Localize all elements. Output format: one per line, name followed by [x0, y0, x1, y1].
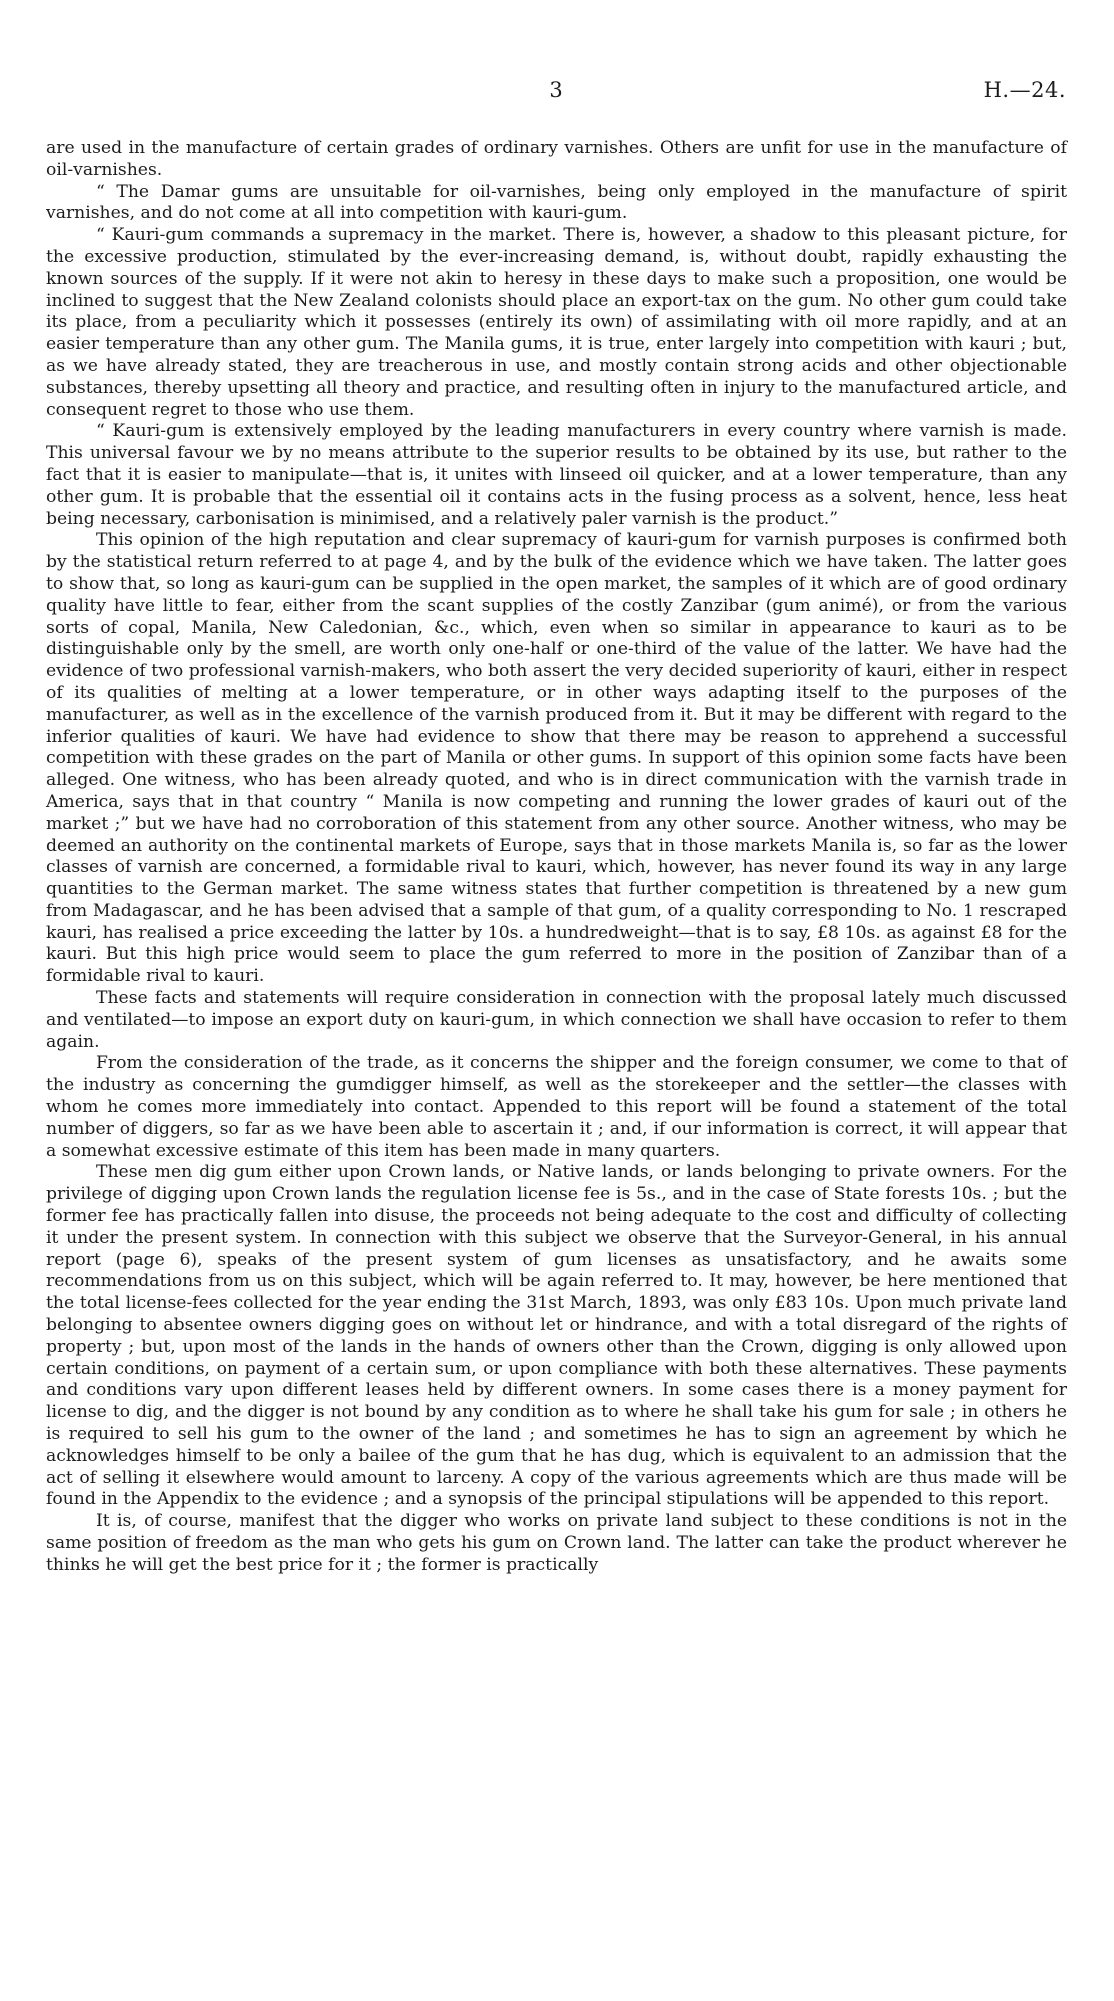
paragraph: “ The Damar gums are unsuitable for oil-varnishes, being only employed in the manufacture of spirit varnishes, and do not come at all into competition with kauri-gum. — [46, 181, 1067, 224]
page-header — [46, 78, 1066, 108]
paragraph: It is, of course, manifest that the digger who works on private land subject to these conditions is not in the same position of freedom as the man who gets his gum on Crown land. The latter can take the product wherever he thinks he will get the best price for it ; the former is practically — [46, 1511, 1067, 1575]
paragraph: These men dig gum either upon Crown lands, or Native lands, or lands belonging to private owners. For the privilege of digging upon Crown lands the regulation license fee is 5s., and in the case of State forests 10s. ; but the former fee has practically fallen into disuse, the proceeds not being adequate to the cost and difficulty of collecting it under the present system. In connection with this subject we observe that the Surveyor-General, in his annual report (page 6), speaks of the present system of gum licenses as unsatisfactory, and he awaits some recommendations from us on this subject, which will be again referred to. It may, however, be here mentioned that the total license-fees collected for the year ending the 31st March, 1893, was only £83 10s. Upon much private land belonging to absentee owners digging goes on without let or hindrance, and with a total disregard of the rights of property ; but, upon most of the lands in the hands of owners other than the Crown, digging is only allowed upon certain conditions, on payment of a certain sum, or upon compliance with both these alternatives. These payments and conditions vary upon different leases held by different owners. In some cases there is a money payment for license to dig, and the digger is not bound by any condition as to where he shall take his gum for sale ; in others he is required to sell his gum to the owner of the land ; and sometimes he has to sign an agreement by which he acknowledges himself to be only a bailee of the gum that he has dug, which is equivalent to an admission that the act of selling it elsewhere would amount to larceny. A copy of the various agreements which are thus made will be found in the Appendix to the evidence ; and a synopsis of the principal stipulations will be appended to this report. — [46, 1162, 1067, 1510]
paragraph: This opinion of the high reputation and clear supremacy of kauri-gum for varnish purposes is confirmed both by the statistical return referred to at page 4, and by the bulk of the evidence which we have taken. The latter goes to show that, so long as kauri-gum can be supplied in the open market, the samples of it which are of good ordinary quality have little to fear, either from the scant supplies of the costly Zanzibar (gum animé), or from the various sorts of copal, Manila, New Caledonian, &c., which, even when so similar in appearance to kauri as to be distinguishable only by the smell, are worth only one-half or one-third of the value of the latter. We have had the evidence of two professional varnish-makers, who both assert the very decided superiority of kauri, either in respect of its qualities of melting at a lower temperature, or in other ways adapting itself to the purposes of the manufacturer, as well as in the excellence of the varnish produced from it. But it may be different with regard to the inferior qualities of kauri. We have had evidence to show that there may be reason to apprehend a successful competition with these grades on the part of Manila or other gums. In support of this opinion some facts have been alleged. One witness, who has been already quoted, and who is in direct communication with the varnish trade in America, says that in that country “ Manila is now competing and running the lower grades of kauri out of the market ;” but we have had no corroboration of this statement from any other source. Another witness, who may be deemed an authority on the continental markets of Europe, says that in those markets Manila is, so far as the lower classes of varnish are concerned, a formidable rival to kauri, which, however, has never found its way in any large quantities to the German market. The same witness states that further competition is threatened by a new gum from Madagascar, and he has been advised that a sample of that gum, of a quality corresponding to No. 1 rescraped kauri, has realised a price exceeding the latter by 10s. a hundredweight—that is to say, £8 10s. as against £8 for the kauri. But this high price would seem to place the gum referred to more in the position of Zanzibar than of a formidable rival to kauri. — [46, 530, 1067, 987]
body-text — [46, 138, 1067, 1577]
paragraph: “ Kauri-gum is extensively employed by the leading manufacturers in every country where varnish is made. This universal favour we by no means attribute to the superior results to be obtained by its use, but rather to the fact that it is easier to manipulate—that is, it unites with linseed oil quicker, and at a lower temperature, than any other gum. It is probable that the essential oil it contains acts in the fusing process as a solvent, hence, less heat being necessary, carbonisation is minimised, and a relatively paler varnish is the product.” — [46, 421, 1067, 529]
paragraph: From the consideration of the trade, as it concerns the shipper and the foreign consumer, we come to that of the industry as concerning the gumdigger himself, as well as the storekeeper and the settler—the classes with whom he comes more immediately into contact. Appended to this report will be found a statement of the total number of diggers, so far as we have been able to ascertain it ; and, if our information is correct, it will appear that a somewhat excessive estimate of this item has been made in many quarters. — [46, 1053, 1067, 1161]
paragraph: These facts and statements will require consideration in connection with the proposal lately much discussed and ventilated—to impose an export duty on kauri-gum, in which connection we shall have occasion to refer to them again. — [46, 988, 1067, 1052]
document-reference: H.—24. — [983, 78, 1066, 102]
paragraph: are used in the manufacture of certain grades of ordinary varnishes. Others are unfit for use in the manufacture of oil-varnishes. — [46, 138, 1067, 180]
paragraph: “ Kauri-gum commands a supremacy in the market. There is, however, a shadow to this pleasant picture, for the excessive production, stimulated by the ever-increasing demand, is, without doubt, rapidly exhausting the known sources of the supply. If it were not akin to heresy in these days to make such a proposition, one would be inclined to suggest that the New Zealand colonists should place an export-tax on the gum. No other gum could take its place, from a peculiarity which it possesses (entirely its own) of assimilating with oil more rapidly, and at an easier temperature than any other gum. The Manila gums, it is true, enter largely into competition with kauri ; but, as we have already stated, they are treacherous in use, and mostly contain strong acids and other objectionable substances, thereby upsetting all theory and practice, and resulting often in injury to the manufactured article, and consequent regret to those who use them. — [46, 225, 1067, 420]
page-number: 3 — [549, 78, 563, 102]
